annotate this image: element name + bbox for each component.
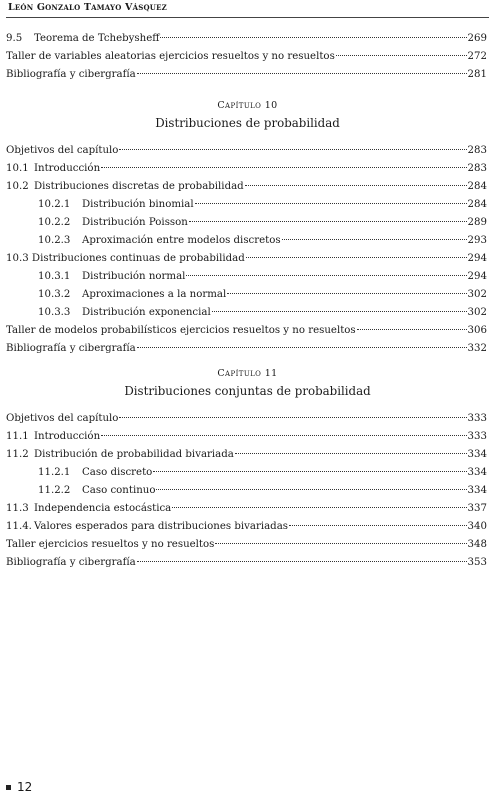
toc-leader-dots <box>119 417 466 418</box>
toc-leader-dots <box>137 561 467 562</box>
toc-entry-title: Caso continuo <box>82 485 156 496</box>
toc-leader-dots <box>215 543 466 544</box>
toc-entry-title: Independencia estocástica <box>34 503 172 514</box>
toc-entry <box>38 304 487 322</box>
toc-entry-title: Introducción <box>34 431 101 442</box>
toc-leader-dots <box>137 347 467 348</box>
toc-entry-title: Teorema de Tchebysheff <box>34 33 160 44</box>
toc-entry-page: 334 <box>467 485 487 496</box>
toc-entry-number: 10.3.3 <box>38 307 71 318</box>
toc-entry-title: Bibliografía y cibergrafía <box>6 69 136 80</box>
toc-entry-page: 353 <box>467 557 487 568</box>
toc-entry-title: Valores esperados para distribuciones bivariadas <box>34 521 288 532</box>
toc-entry-title: Introducción <box>34 163 101 174</box>
toc-leader-dots <box>153 471 466 472</box>
toc-entry-page: 302 <box>467 289 487 300</box>
toc-entry-title: Distribuciones discretas de probabilidad <box>34 181 244 192</box>
toc-entry <box>6 428 487 446</box>
toc-leader-dots <box>172 507 466 508</box>
toc-entry-title: Aproximaciones a la normal <box>82 289 227 300</box>
toc-leader-dots <box>246 257 467 258</box>
toc-entry-page: 289 <box>467 217 487 228</box>
toc-entry-title: Distribución normal <box>82 271 186 282</box>
toc-entry-page: 348 <box>467 539 487 550</box>
chapter-label: Capítulo 10 <box>217 100 278 111</box>
toc-entry-page: 284 <box>467 181 487 192</box>
toc-entry-page: 334 <box>467 449 487 460</box>
chapter-label: Capítulo 11 <box>217 368 278 379</box>
toc-entry-title: Taller de modelos probabilísticos ejercicios resueltos y no resueltos <box>6 325 356 336</box>
toc-entry <box>38 464 487 482</box>
toc-entry <box>6 554 487 572</box>
toc-entry-page: 284 <box>467 199 487 210</box>
toc-leader-dots <box>357 329 467 330</box>
toc-entry <box>38 482 487 500</box>
toc-entry-number: 10.2.1 <box>38 199 71 210</box>
toc-leader-dots <box>101 167 466 168</box>
toc-entry-title: Bibliografía y cibergrafía <box>6 557 136 568</box>
toc-entry <box>6 340 487 358</box>
toc-leader-dots <box>101 435 466 436</box>
toc-entry <box>38 286 487 304</box>
toc-list <box>0 410 495 572</box>
toc-entry-number: 10.1 <box>6 163 29 174</box>
toc-entry-title: Distribución Poisson <box>82 217 188 228</box>
toc-entry-page: 306 <box>467 325 487 336</box>
toc-entry-page: 293 <box>467 235 487 246</box>
toc-leader-dots <box>119 149 466 150</box>
toc-entry-page: 294 <box>467 253 487 264</box>
chapter-title: Distribuciones de probabilidad <box>155 116 340 130</box>
toc-entry-title: Objetivos del capítulo <box>6 413 119 424</box>
toc-leader-dots <box>137 73 467 74</box>
toc-entry-page: 332 <box>467 343 487 354</box>
toc-entry-page: 333 <box>467 431 487 442</box>
toc-entry-page: 283 <box>467 163 487 174</box>
toc-entry-title: Taller de variables aleatorias ejercicios resueltos y no resueltos <box>6 51 335 62</box>
toc-entry-number: 11.1 <box>6 431 29 442</box>
toc-entry <box>38 268 487 286</box>
toc-entry-number: 10.2 <box>6 181 29 192</box>
toc-entry-number: 11.2 <box>6 449 29 460</box>
toc-entry-page: 302 <box>467 307 487 318</box>
toc-entry <box>6 536 487 554</box>
toc-leader-dots <box>156 489 466 490</box>
toc-leader-dots <box>227 293 466 294</box>
toc-leader-dots <box>235 453 467 454</box>
chapter-title: Distribuciones conjuntas de probabilidad <box>124 384 371 398</box>
toc-leader-dots <box>282 239 467 240</box>
page-footer <box>6 780 32 794</box>
toc-entry <box>6 518 487 536</box>
toc-leader-dots <box>160 37 466 38</box>
toc-entry-page: 283 <box>467 145 487 156</box>
toc-entry-number: 11.4. <box>6 521 32 532</box>
toc-continuation <box>0 30 495 84</box>
toc-leader-dots <box>189 221 467 222</box>
toc-leader-dots <box>245 185 467 186</box>
toc-entry <box>6 160 487 178</box>
toc-entry <box>6 322 487 340</box>
toc-leader-dots <box>212 311 467 312</box>
toc-entry-number: 9.5 <box>6 33 23 44</box>
toc-entry <box>6 250 487 268</box>
toc-entry-page: 337 <box>467 503 487 514</box>
toc-entry-number: 10.3.1 <box>38 271 71 282</box>
toc-entry-title: Distribución de probabilidad bivariada <box>34 449 234 460</box>
toc-entry-page: 269 <box>467 33 487 44</box>
header-rule <box>6 17 489 18</box>
running-head: León Gonzalo Tamayo Vásquez <box>8 2 167 13</box>
toc-entry <box>38 196 487 214</box>
page-number: 12 <box>17 780 33 794</box>
toc-entry <box>38 232 487 250</box>
toc-leader-dots <box>186 275 466 276</box>
toc-entry-page: 340 <box>467 521 487 532</box>
toc-entry <box>6 500 487 518</box>
toc-entry <box>6 66 487 84</box>
toc-entry-number: 11.2.1 <box>38 467 71 478</box>
toc-entry-page: 333 <box>467 413 487 424</box>
toc-leader-dots <box>289 525 467 526</box>
toc-entry <box>6 48 487 66</box>
toc-entry-title: Caso discreto <box>82 467 153 478</box>
toc-leader-dots <box>195 203 467 204</box>
toc-entry-number: 11.2.2 <box>38 485 71 496</box>
toc-entry-page: 272 <box>467 51 487 62</box>
toc-entry-title: Bibliografía y cibergrafía <box>6 343 136 354</box>
toc-entry-page: 281 <box>467 69 487 80</box>
toc-entry-page: 294 <box>467 271 487 282</box>
toc-entry <box>6 178 487 196</box>
toc-leader-dots <box>336 55 467 56</box>
footer-bullet-icon <box>6 785 11 790</box>
toc-entry-page: 334 <box>467 467 487 478</box>
toc-entry <box>6 410 487 428</box>
toc-entry <box>38 214 487 232</box>
toc-list <box>0 142 495 358</box>
toc-entry-number: 10.2.2 <box>38 217 71 228</box>
toc-entry-title: 10.3 Distribuciones continuas de probabilidad <box>6 253 245 264</box>
toc-entry-title: Distribución exponencial <box>82 307 211 318</box>
toc-entry <box>6 446 487 464</box>
toc-entry <box>6 30 487 48</box>
toc-entry-title: Aproximación entre modelos discretos <box>82 235 281 246</box>
toc-entry-number: 11.3 <box>6 503 29 514</box>
chapter-11-block <box>0 366 495 572</box>
toc-entry-title: Taller ejercicios resueltos y no resueltos <box>6 539 215 550</box>
toc-entry-title: Distribución binomial <box>82 199 194 210</box>
toc-entry-title: Objetivos del capítulo <box>6 145 119 156</box>
toc-entry <box>6 142 487 160</box>
toc-entry-number: 10.3.2 <box>38 289 71 300</box>
toc-entry-number: 10.2.3 <box>38 235 71 246</box>
chapter-10-block <box>0 98 495 358</box>
